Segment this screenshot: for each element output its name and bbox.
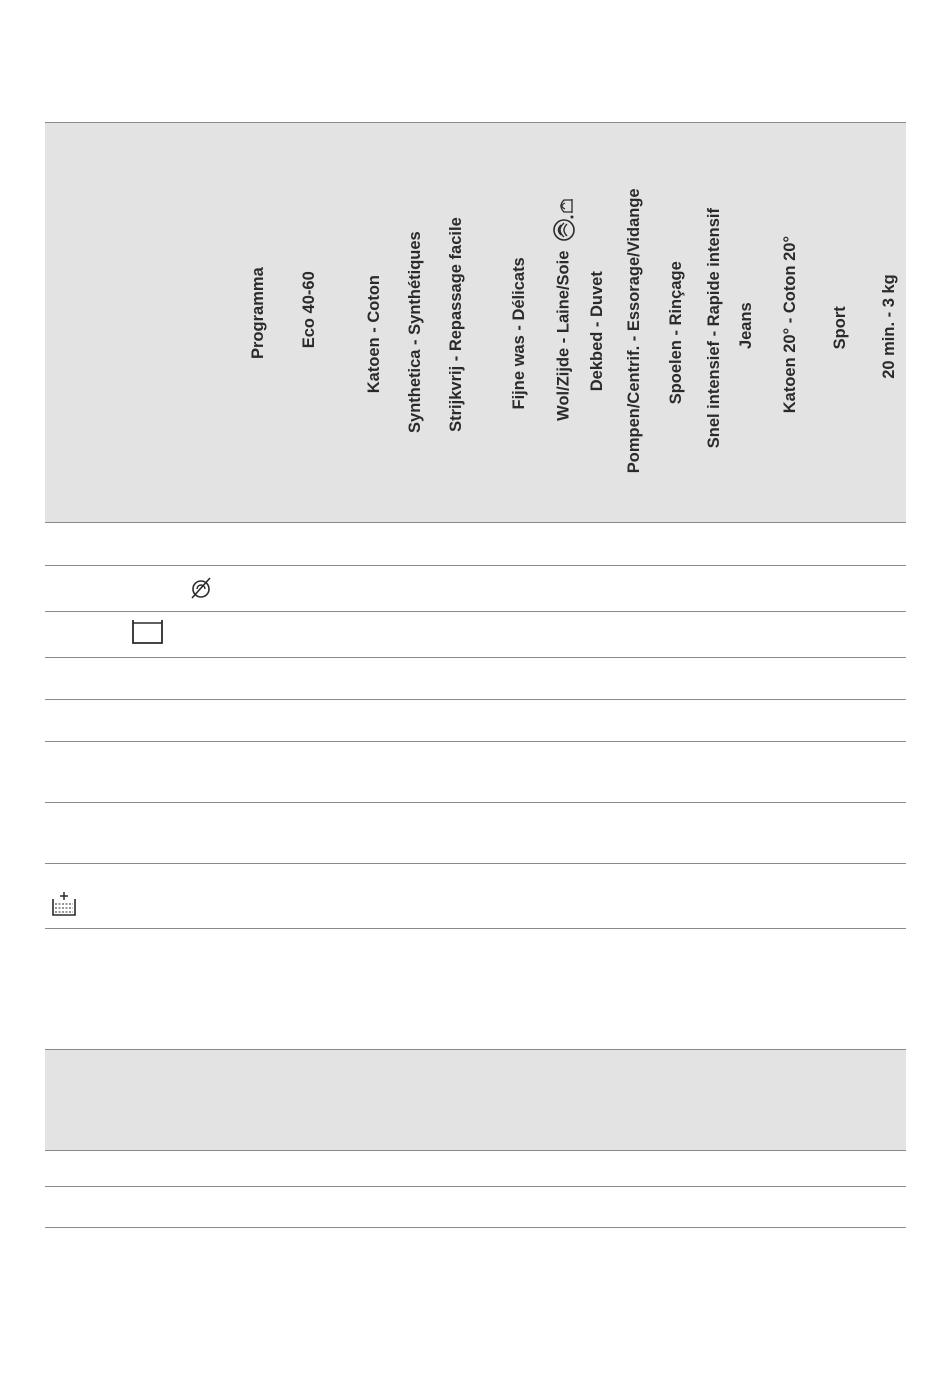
program-label-pompen: Pompen/Centrif. - Essorage/Vidange [624, 188, 643, 474]
row-divider [45, 611, 906, 612]
program-label-fijne-was: Fijne was - Délicats [509, 257, 528, 410]
row-divider [45, 565, 906, 566]
program-label-spoelen: Spoelen - Rinçage [666, 261, 685, 405]
program-label-eco: Eco 40-60 [299, 271, 318, 349]
row-divider [45, 657, 906, 658]
program-label-sport: Sport [830, 306, 849, 350]
program-label-katoen: Katoen - Coton [364, 275, 383, 394]
table-header [45, 122, 906, 523]
header-label-programma: Programma [248, 267, 267, 359]
program-label-snel-intensief: Snel intensief - Rapide intensif [704, 208, 723, 449]
program-label-20-min: 20 min. - 3 kg [879, 274, 898, 379]
row-divider [45, 802, 906, 803]
wool-icons [552, 196, 576, 242]
row-divider [45, 1227, 906, 1228]
woolmark-icon [552, 196, 576, 242]
row-divider [45, 928, 906, 929]
extra-rinse-icon [50, 890, 78, 918]
program-label-wol-zijde [552, 196, 576, 456]
program-label-strijkvrij: Strijkvrij - Repassage facile [446, 217, 465, 432]
no-spin-icon [188, 575, 214, 601]
program-label-jeans: Jeans [736, 302, 755, 350]
row-divider [45, 741, 906, 742]
row-divider [45, 1186, 906, 1187]
program-label-synthetica: Synthetica - Synthétiques [405, 231, 424, 433]
row-divider [45, 699, 906, 700]
section-band [45, 1049, 906, 1151]
row-divider [45, 863, 906, 864]
program-label-dekbed: Dekbed - Duvet [587, 271, 606, 392]
program-label-katoen-20: Katoen 20° - Coton 20° [780, 235, 799, 414]
tub-icon [131, 618, 165, 646]
program-label-wol-zijde-text: Wol/Zijde - Laine/Soie [554, 250, 573, 421]
